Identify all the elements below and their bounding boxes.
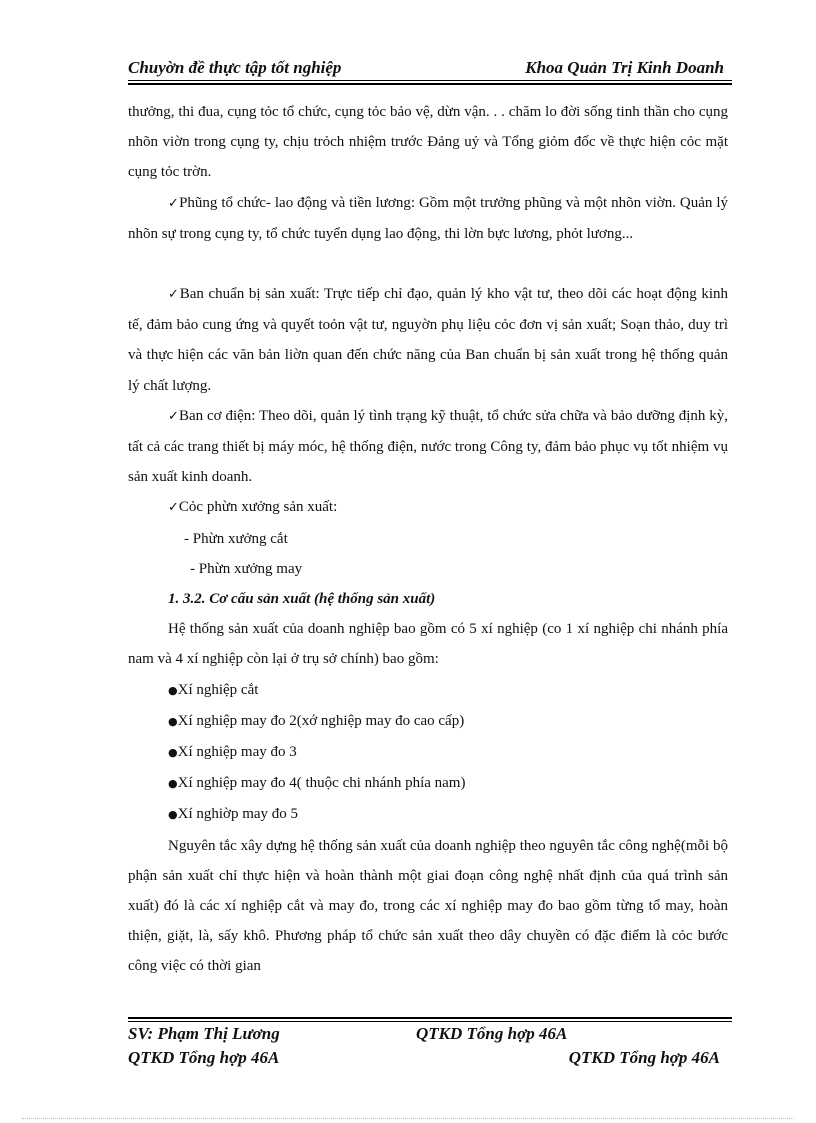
bullet-item: ●Xí nghiệp may đo 2(xớ nghiệp may đo cao cấp) — [168, 712, 465, 729]
list-item-cutting-workshop: - Phừn xưởng cắt — [184, 530, 288, 547]
bullet-dot-icon: ● — [168, 714, 178, 728]
bullet-item: ●Xí nghiệp may đo 4( thuộc chi nhánh phía nam) — [168, 775, 466, 792]
paragraph-workshops: ✓Cỏc phừn xưởng sản xuất: — [168, 499, 338, 516]
paragraph-production-system: Hệ thống sản xuất của doanh nghiệp bao gồm có 5 xí nghiệp (co 1 xí nghiệp chi nhánh phía nam và 4 xí nghiệp còn lại ở trụ sở chính) bao gồm: — [128, 621, 728, 668]
footer-student-name: SV: Phạm Thị Lương — [128, 1024, 280, 1043]
header-course-title: Chuyờn đề thực tập tốt nghiệp — [128, 58, 342, 77]
footer-class-top: QTKD Tổng hợp 46A — [416, 1024, 568, 1043]
check-mark-icon: ✓ — [168, 408, 179, 424]
check-mark-icon: ✓ — [168, 287, 180, 303]
bullet-item: ●Xí nghiệp may đo 3 — [168, 744, 297, 761]
check-mark-icon: ✓ — [168, 500, 179, 516]
footer-divider — [128, 1017, 732, 1022]
paragraph-electromechanical: ✓Ban cơ điện: Theo dõi, quản lý tình trạng kỹ thuật, tổ chức sửa chữa và bảo dưỡng định kỳ, tất cả các trang thiết bị máy móc, hệ thống điện, nước trong Công ty, đảm bảo phục vụ tốt nhiệm vụ sản xuất kinh doanh. — [128, 407, 728, 486]
list-item-sewing-workshop: - Phừn xưởng may — [190, 560, 303, 577]
paragraph-organization-principle: Nguyên tắc xây dựng hệ thống sản xuất của doanh nghiệp theo nguyên tắc công nghệ(mỗi bộ phận sản xuất chỉ thực hiện và hoàn thành một giai đoạn công nghệ nhất định của quá trình sản xuất) đó là các xí nghiệp cắt và may đo, trong các xí nghiệp may đo bao gồm từng tổ may, hoàn thiện, giặt, là, sấy khô. Phương pháp tổ chức sản xuất theo dây chuyền có đặc điểm là cỏc bước công việc có thời gian — [128, 837, 728, 975]
page-edge-line — [22, 1118, 794, 1119]
bullet-dot-icon: ● — [168, 683, 178, 697]
header-faculty: Khoa Quản Trị Kinh Doanh — [525, 58, 724, 77]
header-divider — [128, 80, 732, 85]
footer-class-right: QTKD Tổng hợp 46A — [568, 1048, 720, 1067]
footer-class-left: QTKD Tổng hợp 46A — [128, 1048, 280, 1067]
document-body — [128, 97, 728, 982]
bullet-dot-icon: ● — [168, 777, 178, 791]
paragraph-production-prep: ✓Ban chuẩn bị sản xuất: Trực tiếp chỉ đạo, quản lý kho vật tư, theo dõi các hoạt động kinh tế, đảm bảo cung ứng và quyết toỏn vật tư, nguyờn phụ liệu cỏc đơn vị sản xuất; Soạn thảo, duy trì và thực hiện các văn bản liờn quan đến chức năng của Ban chuẩn bị sản xuất trong hệ thống quản lý chất lượng. — [128, 286, 728, 394]
check-mark-icon: ✓ — [168, 195, 180, 211]
paragraph-gap — [128, 249, 728, 279]
bullet-dot-icon: ● — [168, 746, 178, 760]
paragraph-personnel-dept: ✓Phũng tổ chức- lao động và tiền lương: Gồm một trưởng phũng và một nhõn viờn. Quản lý nhõn sự trong cụng ty, tổ chức tuyển dụng lao động, thi lờn bực lương, phỏt lương... — [128, 194, 728, 242]
bullet-dot-icon: ● — [168, 808, 178, 822]
section-heading: 1. 3.2. Cơ cấu sản xuất (hệ thống sản xuất) — [168, 591, 436, 608]
bullet-item: ●Xí nghiệp cắt — [168, 681, 259, 698]
paragraph-continuation: thưởng, thi đua, cụng tỏc tổ chức, cụng tỏc bảo vệ, dừn vận. . . chăm lo đời sống tinh thần cho cụng nhõn viờn trong cụng ty, chịu trỏch nhiệm trước Đảng uỷ và Tổng giỏm đốc về thực hiện cỏc mặt cụng tỏc trờn. — [128, 104, 728, 181]
page-header — [128, 58, 732, 82]
bullet-item: ●Xí nghiờp may đo 5 — [168, 806, 299, 823]
